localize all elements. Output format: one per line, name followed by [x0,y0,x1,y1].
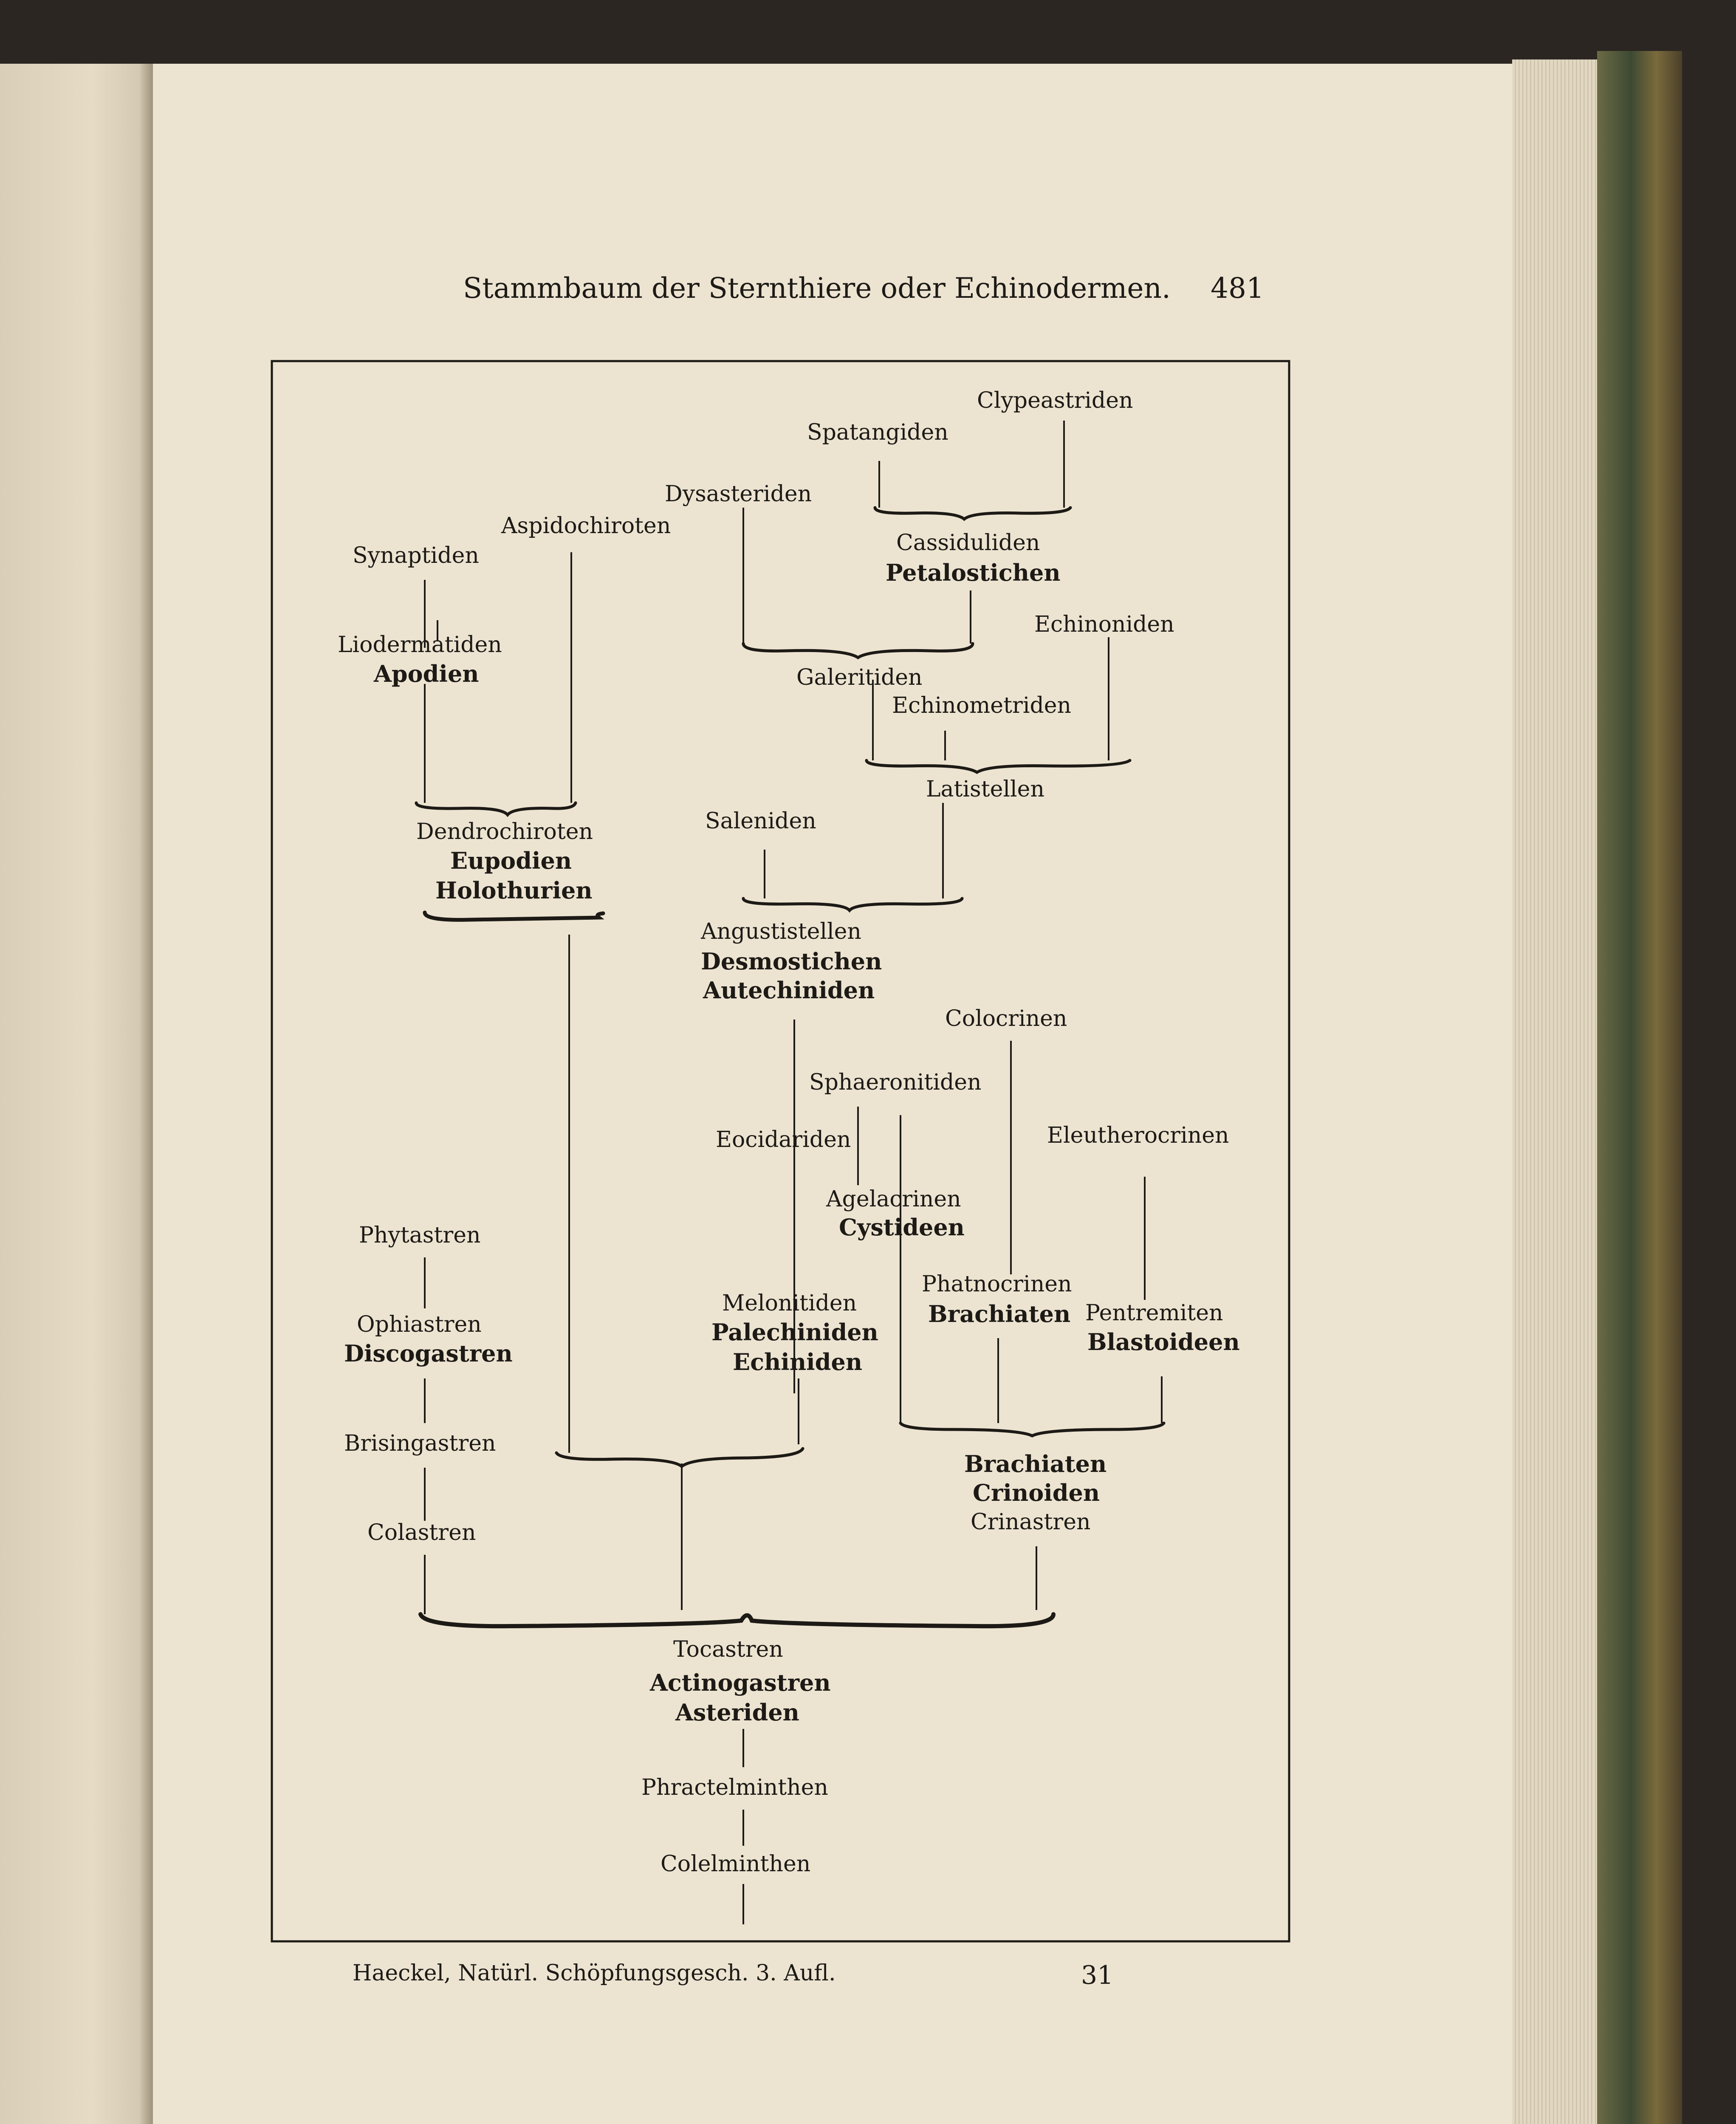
label-cassiduliden: Cassiduliden [896,530,1040,556]
label-colelminthen: Colelminthen [661,1851,811,1877]
label-echinometriden: Echinometriden [892,693,1072,718]
label-brachiaten-lower: Brachiaten [964,1450,1107,1477]
label-tocastren: Tocastren [673,1637,783,1662]
label-aspidochiroten: Aspidochiroten [501,513,671,539]
label-angustistellen: Angustistellen [701,919,861,944]
label-phatnocrinen: Phatnocrinen [922,1271,1072,1297]
label-galeritiden: Galeritiden [796,665,923,690]
label-autechiniden: Autechiniden [703,977,875,1004]
label-crinoiden: Crinoiden [973,1479,1100,1506]
running-head: Stammbaum der Sternthiere oder Echinodermen. [463,272,1171,305]
label-spatangiden: Spatangiden [807,420,948,445]
label-cystideen: Cystideen [839,1214,965,1241]
label-petalostichen: Petalostichen [886,559,1061,586]
label-synaptiden: Synaptiden [353,543,479,568]
label-desmostichen: Desmostichen [701,948,882,975]
tree-labels [338,388,1240,1877]
label-eupodien: Eupodien [450,847,572,874]
label-clypeastriden: Clypeastriden [977,388,1133,413]
label-ophiastren: Ophiastren [357,1312,482,1337]
label-crinastren: Crinastren [971,1509,1091,1535]
label-colastren: Colastren [367,1520,476,1545]
label-melonitiden: Melonitiden [722,1291,857,1316]
label-discogastren: Discogastren [344,1340,513,1367]
label-liodermatiden: Liodermatiden [338,632,502,658]
label-apodien: Apodien [374,660,479,687]
label-blastoideen: Blastoideen [1087,1328,1240,1356]
label-actinogastren: Actinogastren [650,1669,831,1696]
label-agelacrinen: Agelacrinen [826,1186,961,1212]
label-palechiniden: Palechiniden [711,1319,878,1346]
label-saleniden: Saleniden [705,808,816,834]
label-asteriden: Asteriden [675,1699,799,1726]
label-colocrinen: Colocrinen [945,1006,1067,1031]
label-latistellen: Latistellen [926,777,1044,802]
label-holothurien: Holothurien [435,877,593,904]
page-number: 481 [1211,272,1264,305]
label-eleutherocrinen: Eleutherocrinen [1047,1123,1229,1148]
label-eocidariden: Eocidariden [716,1127,851,1152]
label-echiniden: Echiniden [733,1348,862,1376]
label-sphaeronitiden: Sphaeronitiden [809,1070,982,1095]
footer-signature: 31 [1081,1960,1114,1990]
label-brisingastren: Brisingastren [344,1431,496,1456]
label-phytastren: Phytastren [359,1223,481,1248]
label-echinoniden: Echinoniden [1034,612,1174,637]
label-brachiaten-upper: Brachiaten [928,1300,1071,1328]
label-dysasteriden: Dysasteriden [665,481,812,507]
footer-citation: Haeckel, Natürl. Schöpfungsgesch. 3. Aufl. [353,1960,836,1986]
label-dendrochiroten: Dendrochiroten [416,819,593,845]
label-phractelminthen: Phractelminthen [641,1775,828,1800]
label-pentremiten: Pentremiten [1085,1300,1223,1326]
